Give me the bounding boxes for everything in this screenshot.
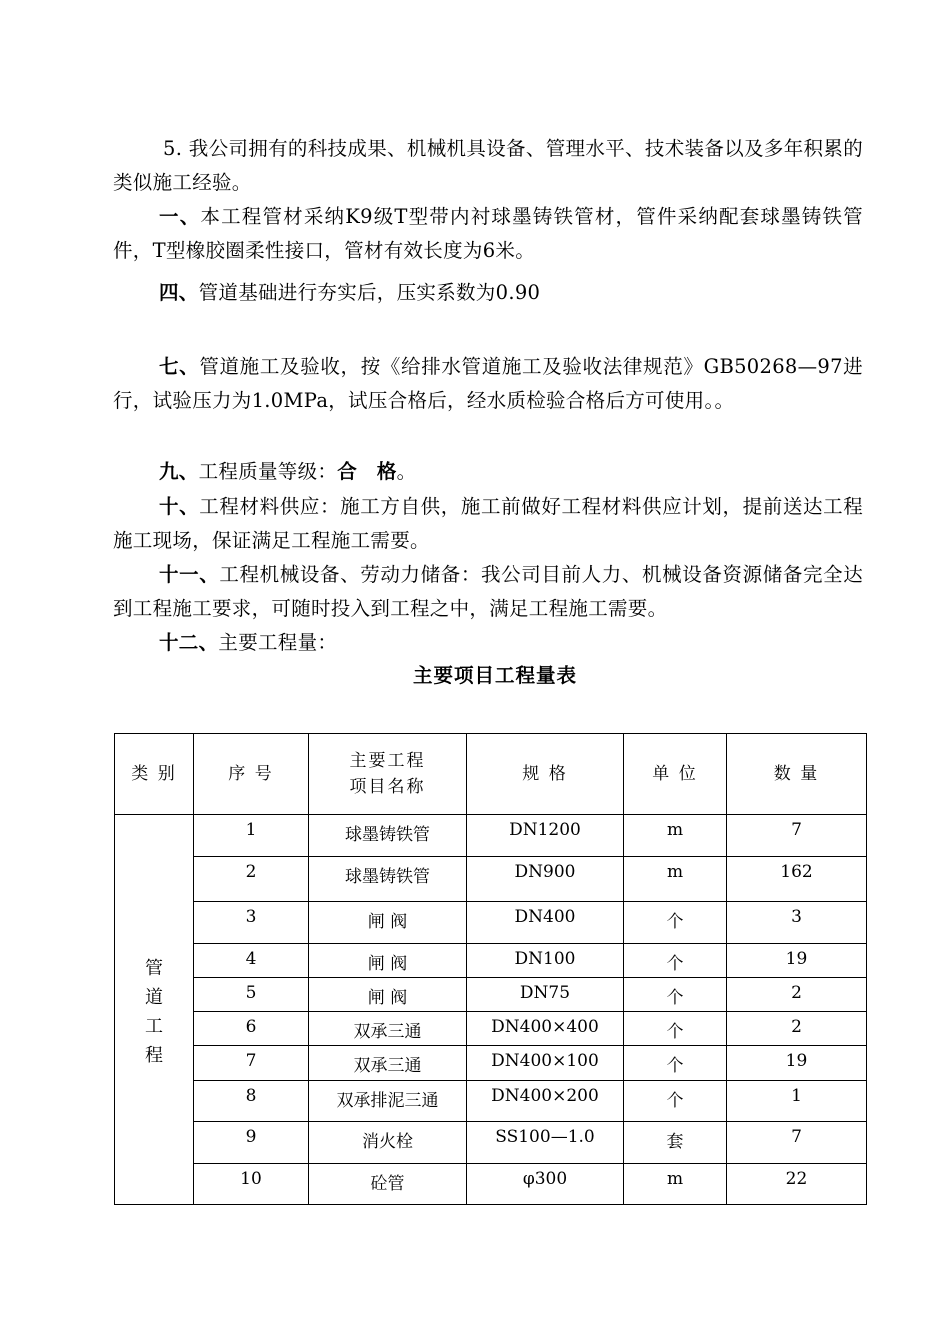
cell-spec: φ300: [467, 1164, 624, 1205]
paragraph-11: [113, 558, 863, 626]
table-row: [115, 1081, 867, 1122]
table-row: [115, 944, 867, 978]
cell-qty: 2: [727, 978, 867, 1012]
paragraph-4: [113, 276, 863, 310]
section-number: 十一、: [159, 563, 220, 586]
category-char: 程: [145, 1045, 163, 1066]
header-name: [309, 734, 467, 815]
cell-name: 球墨铸铁管: [309, 815, 467, 857]
header-seq: 序 号: [194, 734, 309, 815]
table-row: [115, 815, 867, 857]
section-number: 九、: [159, 460, 199, 483]
cell-name: 闸 阀: [309, 978, 467, 1012]
paragraph-text: 工程机械设备、劳动力储备：我公司目前人力、机械设备资源储备完全达到工程施工要求，可随时投入到工程之中，满足工程施工需要。: [113, 563, 863, 620]
quality-grade: 合 格: [337, 460, 397, 483]
paragraph-text: 本工程管材采纳K9级T型带内衬球墨铸铁管材，管件采纳配套球墨铸铁管件，T型橡胶圈柔性接口，管材有效长度为6米。: [113, 205, 863, 262]
cell-spec: DN75: [467, 978, 624, 1012]
cell-name: 双承排泥三通: [309, 1081, 467, 1122]
table-row: [115, 1046, 867, 1081]
section-number: 七、: [159, 355, 200, 378]
table-row: [115, 1122, 867, 1164]
category-char: 工: [145, 1016, 163, 1037]
cell-seq: 1: [194, 815, 309, 857]
paragraph-12: [113, 626, 863, 660]
category-char: 道: [145, 987, 163, 1008]
cell-seq: 3: [194, 902, 309, 944]
paragraph-1: [113, 200, 863, 268]
category-cell: [115, 815, 194, 1205]
cell-qty: 7: [727, 1122, 867, 1164]
cell-qty: 3: [727, 902, 867, 944]
cell-unit: 个: [624, 1081, 727, 1122]
paragraph-5: [113, 132, 863, 200]
cell-unit: m: [624, 815, 727, 857]
section-number: 十、: [159, 495, 200, 518]
paragraph-text: 主要工程量：: [218, 631, 338, 654]
cell-unit: 个: [624, 944, 727, 978]
cell-name: 消火栓: [309, 1122, 467, 1164]
cell-seq: 10: [194, 1164, 309, 1205]
section-number: 十二、: [159, 631, 219, 654]
table-row: [115, 902, 867, 944]
paragraph-text: 管道施工及验收，按《给排水管道施工及验收法律规范》GB50268—97进行，试验压力为1.0MPa，试压合格后，经水质检验合格后方可使用。。: [113, 355, 863, 412]
paragraph-text: 管道基础进行夯实后，压实系数为0.90: [198, 281, 541, 304]
cell-unit: 套: [624, 1122, 727, 1164]
table-row: [115, 1164, 867, 1205]
header-category: 类 别: [115, 734, 194, 815]
cell-seq: 7: [194, 1046, 309, 1081]
cell-name: 闸 阀: [309, 902, 467, 944]
cell-spec: DN100: [467, 944, 624, 978]
table-header-row: [115, 734, 867, 815]
cell-qty: 1: [727, 1081, 867, 1122]
table-title: 主要项目工程量表: [412, 664, 577, 687]
paragraph-text: 工程质量等级：: [198, 460, 338, 483]
table-row: [115, 978, 867, 1012]
cell-qty: 22: [727, 1164, 867, 1205]
cell-spec: DN400×100: [467, 1046, 624, 1081]
cell-seq: 5: [194, 978, 309, 1012]
section-number: 一、: [159, 205, 201, 228]
header-name-line1: 主要工程: [349, 751, 426, 771]
paragraph-7: [113, 350, 863, 418]
cell-unit: m: [624, 1164, 727, 1205]
cell-name: 双承三通: [309, 1012, 467, 1046]
paragraph-text: 5. 我公司拥有的科技成果、机械机具设备、管理水平、技术装备以及多年积累的类似施工经验。: [113, 137, 863, 194]
cell-name: 砼管: [309, 1164, 467, 1205]
cell-unit: 个: [624, 1012, 727, 1046]
cell-spec: DN1200: [467, 815, 624, 857]
paragraph-10: [113, 490, 863, 558]
cell-name: 球墨铸铁管: [309, 857, 467, 902]
paragraph-text: 工程材料供应：施工方自供，施工前做好工程材料供应计划，提前送达工程施工现场，保证满足工程施工需要。: [113, 495, 863, 552]
cell-seq: 2: [194, 857, 309, 902]
cell-spec: DN400×400: [467, 1012, 624, 1046]
cell-spec: SS100—1.0: [467, 1122, 624, 1164]
cell-spec: DN400×200: [467, 1081, 624, 1122]
cell-unit: 个: [624, 1046, 727, 1081]
section-number: 四、: [159, 281, 199, 304]
paragraph-9: [113, 455, 863, 489]
header-spec: 规 格: [467, 734, 624, 815]
cell-unit: 个: [624, 978, 727, 1012]
cell-qty: 7: [727, 815, 867, 857]
table-row: [115, 857, 867, 902]
header-qty: 数 量: [727, 734, 867, 815]
cell-seq: 8: [194, 1081, 309, 1122]
cell-name: 闸 阀: [309, 944, 467, 978]
cell-seq: 9: [194, 1122, 309, 1164]
cell-spec: DN400: [467, 902, 624, 944]
table-row: [115, 1012, 867, 1046]
cell-qty: 19: [727, 944, 867, 978]
cell-name: 双承三通: [309, 1046, 467, 1081]
header-unit: 单 位: [624, 734, 727, 815]
paragraph-text: 。: [396, 460, 417, 483]
cell-unit: m: [624, 857, 727, 902]
category-char: 管: [145, 958, 163, 979]
cell-qty: 2: [727, 1012, 867, 1046]
cell-seq: 4: [194, 944, 309, 978]
cell-unit: 个: [624, 902, 727, 944]
quantity-table: [114, 733, 867, 1205]
cell-seq: 6: [194, 1012, 309, 1046]
header-name-line2: 项目名称: [349, 777, 426, 797]
cell-qty: 162: [727, 857, 867, 902]
cell-qty: 19: [727, 1046, 867, 1081]
cell-spec: DN900: [467, 857, 624, 902]
